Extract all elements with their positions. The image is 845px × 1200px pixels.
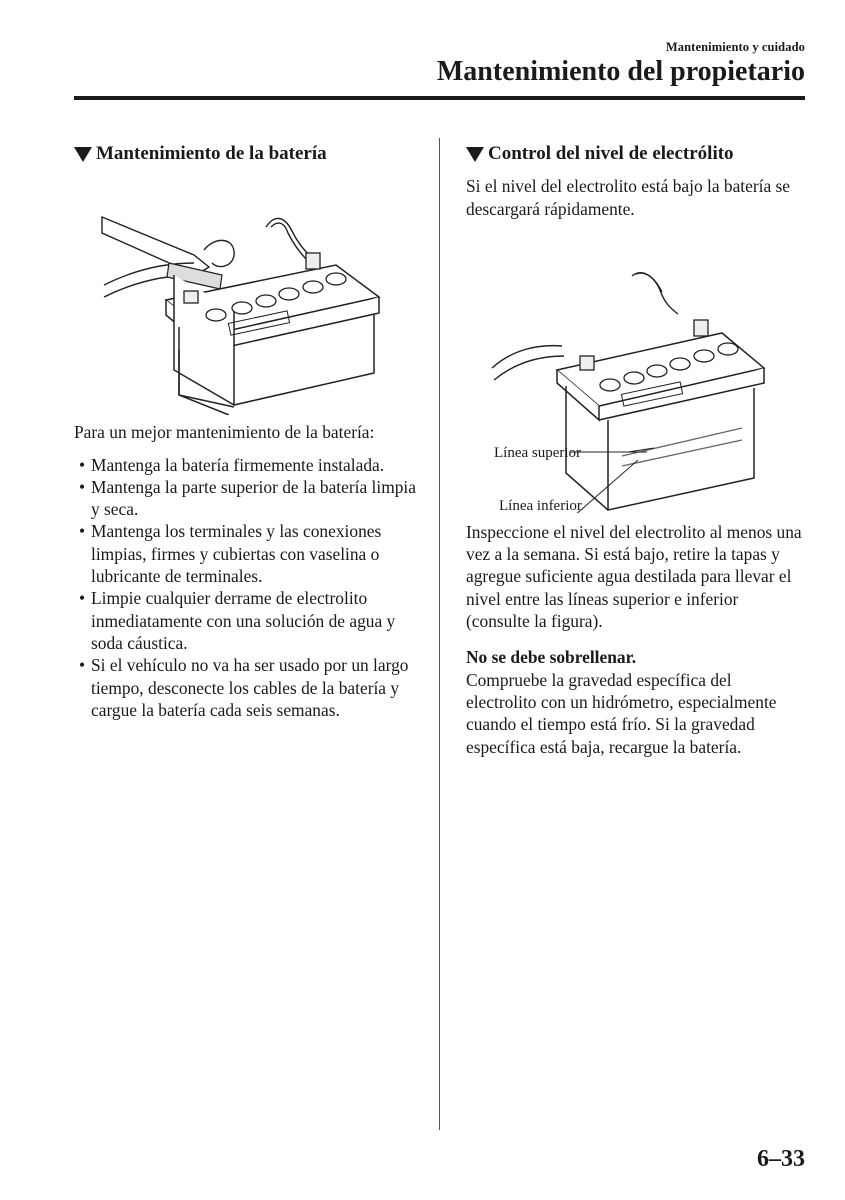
column-divider xyxy=(439,138,440,1130)
triangle-marker-icon xyxy=(466,147,484,162)
list-item: • Mantenga la batería firmemente instalada. xyxy=(79,454,385,475)
list-item: • Limpie cualquier derrame de electrolito inmediatamente con una solución de agua y soda cáustica. xyxy=(79,588,396,653)
maintenance-list xyxy=(74,454,419,722)
page-title: Mantenimiento del propietario xyxy=(436,56,805,87)
list-item: • Mantenga la parte superior de la batería limpia y seca. xyxy=(79,476,416,520)
heading-text: Control del nivel de electrólito xyxy=(488,143,734,164)
page-number: 6–33 xyxy=(757,1146,805,1172)
electrolyte-level-heading xyxy=(466,143,806,165)
right-column xyxy=(466,143,806,758)
section-label: Mantenimiento y cuidado xyxy=(665,40,805,54)
heading-text: Mantenimiento de la batería xyxy=(96,143,327,164)
battery-cleaning-illustration xyxy=(74,175,419,415)
left-column xyxy=(74,143,419,721)
inspection-paragraph: Inspeccione el nivel del electrolito al menos una vez a la semana. Si está bajo, retire la tapas y agregue suficiente agua destilada para llevar el nivel entre las líneas superior e inferior (consulte la figura). xyxy=(466,521,802,632)
overfill-warning: No se debe sobrellenar. xyxy=(466,647,637,668)
electrolyte-intro: Si el nivel del electrolito está bajo la batería se descargará rápidamente. xyxy=(466,176,791,219)
upper-line-label: Línea superior xyxy=(494,444,582,461)
list-item: • Mantenga los terminales y las conexiones limpias, firmes y cubiertas con vaselina o lubricante de terminales. xyxy=(79,521,382,587)
triangle-marker-icon xyxy=(74,147,92,162)
specific-gravity-paragraph: Compruebe la gravedad específica del electrolito con un hidrómetro, especialmente cuando el tiempo está frío. Si la gravedad específica está baja, recargue la batería. xyxy=(466,669,777,757)
battery-intro: Para un mejor mantenimiento de la batería: xyxy=(74,422,375,443)
battery-maintenance-heading xyxy=(74,143,419,165)
electrolyte-level-illustration xyxy=(442,228,782,513)
list-item: • Si el vehículo no va ha ser usado por un largo tiempo, desconecte los cables de la batería y cargue la batería cada seis semanas. xyxy=(79,655,409,720)
header-rule xyxy=(74,96,805,100)
lower-line-label: Línea inferior xyxy=(499,497,582,513)
